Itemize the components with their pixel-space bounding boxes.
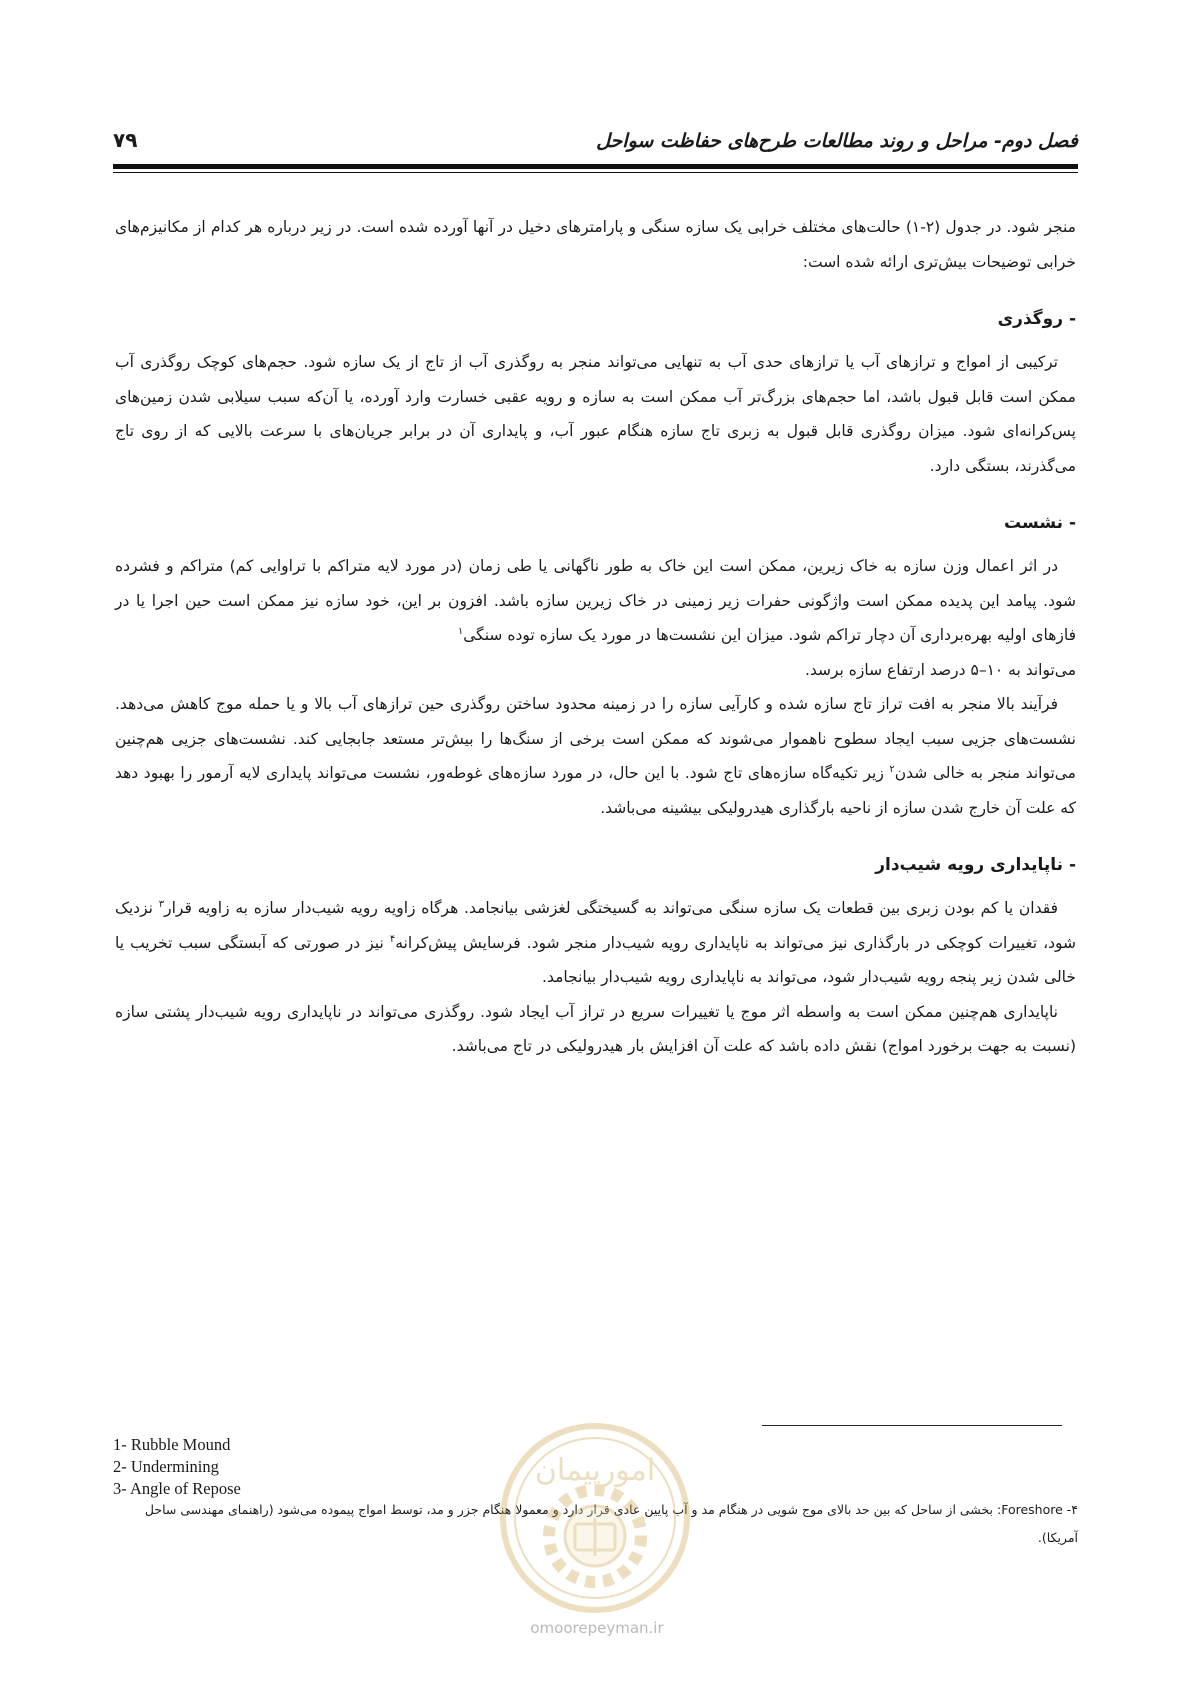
paragraph-settlement-2b: زیر تکیه‌گاه سازه‌های تاج شود. با این حال، در مورد سازه‌های غوطه‌ور، نشست می‌تواند پایداری لایه آرمور را بهبود دهد که علت آن خارج شدن سازه از ناحیه بارگذاری هیدرولیکی بیشینه می‌باشد. [115,764,1076,817]
heading-settlement: - نشست [1004,513,1076,533]
paragraph-slope-1c: نیز در صورتی که آبستگی سبب تخریب یا خالی شدن زیر پنجه رویه شیب‌دار شود، می‌تواند به ناپایداری رویه شیب‌دار بیانجامد. [115,933,1076,986]
watermark-logo-text: امورپیمان [534,1453,656,1488]
watermark-logo-icon [495,1418,695,1618]
paragraph-intro: منجر شود. در جدول (۲-۱) حالت‌های مختلف خرابی یک سازه سنگی و پارامترهای دخیل در آنها آورده شده است. در زیر درباره هر کدام از مکانیزم‌های خرابی توضیحات بیش‌تری ارائه شده است: [115,218,1076,271]
paragraph-slope-1a: فقدان یا کم بودن زبری بین قطعات یک سازه سنگی می‌تواند به گسیختگی لغزشی بیانجامد. هرگاه زاویه رویه شیب‌دار سازه به زاویه قرار [164,899,1058,917]
footnotes-english [113,1434,241,1500]
footnote-1: 1- Rubble Mound [113,1435,231,1454]
footnote-ref-4[interactable]: ۴ [389,933,396,945]
paragraph-settlement-2a: فرآیند بالا منجر به افت تراز تاج سازه شده و کارآیی سازه را در زمینه محدود ساختن روگذری حین ترازهای آب بالا و یا حمله موج کاهش می‌دهد. نشست‌های جزیی سبب ایجاد سطوح ناهموار می‌شوند که ممکن است برخی از سنگ‌ها را بیش‌تر مستعد جابجایی کند. نشست‌های جزیی هم‌چنین می‌تواند منجر به خالی شدن [115,695,1076,782]
footnote-ref-2[interactable]: ۲ [889,763,895,775]
paragraph-settlement-1 [115,549,1076,653]
footnote-ref-1[interactable]: ۱ [457,625,464,637]
body-text [115,210,1076,1064]
footnote-4: ۴- Foreshore: بخشی از ساحل که بین حد بالای موج شویی در هنگام مد و آب پایین عادی قرار دارد و معمولا هنگام جزر و مد، توسط امواج پیموده می‌شود (راهنمای مهندسی ساحل آمریکا). [144,1502,1078,1545]
page-number: ۷۹ [113,128,138,152]
footnote-3: 3- Angle of Repose [113,1479,241,1498]
paragraph-slope-2: ناپایداری هم‌چنین ممکن است به واسطه اثر موج یا تغییرات سریع در تراز آب ایجاد شود. روگذری می‌تواند در ناپایداری رویه شیب‌دار پشتی سازه (نسبت به جهت برخورد امواج) نقش داده باشد که علت آن افزایش بار هیدرولیکی در تاج می‌باشد. [115,1002,1076,1055]
heading-slope-instability: - ناپایداری رویه شیب‌دار [875,855,1076,875]
heading-overtopping: - روگذری [997,309,1076,329]
paragraph-slope-1b: نزدیک شود، تغییرات کوچکی در بارگذاری نیز می‌تواند به ناپایداری رویه شیب‌دار منجر شود. فرسایش پیش‌کرانه [115,899,1076,952]
paragraph-settlement-2 [115,687,1076,825]
paragraph-slope-1 [115,891,1076,995]
chapter-title: فصل دوم- مراحل و روند مطالعات طرح‌های حفاظت سواحل [596,130,1078,152]
running-header [113,128,1078,160]
watermark-url: omoorepeyman.ir [530,1619,664,1637]
header-rule-thick [113,164,1078,169]
header-rule-thin [113,172,1078,173]
paragraph-settlement-1-end: می‌تواند به ۱۰–۵ درصد ارتفاع سازه برسد. [804,660,1076,679]
paragraph-overtopping: ترکیبی از امواج و ترازهای آب یا ترازهای حدی آب به تنهایی می‌تواند منجر به روگذری آب از تاج از یک سازه شود. حجم‌های کوچک روگذری آب ممکن است قابل قبول باشد، اما حجم‌های بزرگ‌تر آب ممکن است به سازه و رویه عقبی خسارت وارد آورده، یا آن‌که سبب سیلابی شدن زمین‌های پس‌کرانه‌ای شود. میزان روگذری قابل قبول به زبری تاج سازه هنگام عبور آب، و پایداری آن در برابر جریان‌های با سرعت بالایی که از روی تاج می‌گذرند، بستگی دارد. [115,353,1076,475]
footnote-separator [762,1425,1062,1426]
paragraph-settlement-1-text: در اثر اعمال وزن سازه به خاک زیرین، ممکن است این خاک به طور ناگهانی یا طی زمان (در مورد لایه متراکم با تراوایی کم) متراکم و فشرده شود. پیامد این پدیده ممکن است واژگونی حفرات زیر زمینی در خاک زیرین سازه باشد. افزون بر این، خود سازه نیز ممکن است حین اجرا یا در فازهای اولیه بهره‌برداری آن دچار تراکم شود. میزان این نشست‌ها در مورد یک سازه توده سنگی [115,557,1076,644]
footnote-ref-3[interactable]: ۳ [158,898,165,910]
footnote-2: 2- Undermining [113,1457,219,1476]
